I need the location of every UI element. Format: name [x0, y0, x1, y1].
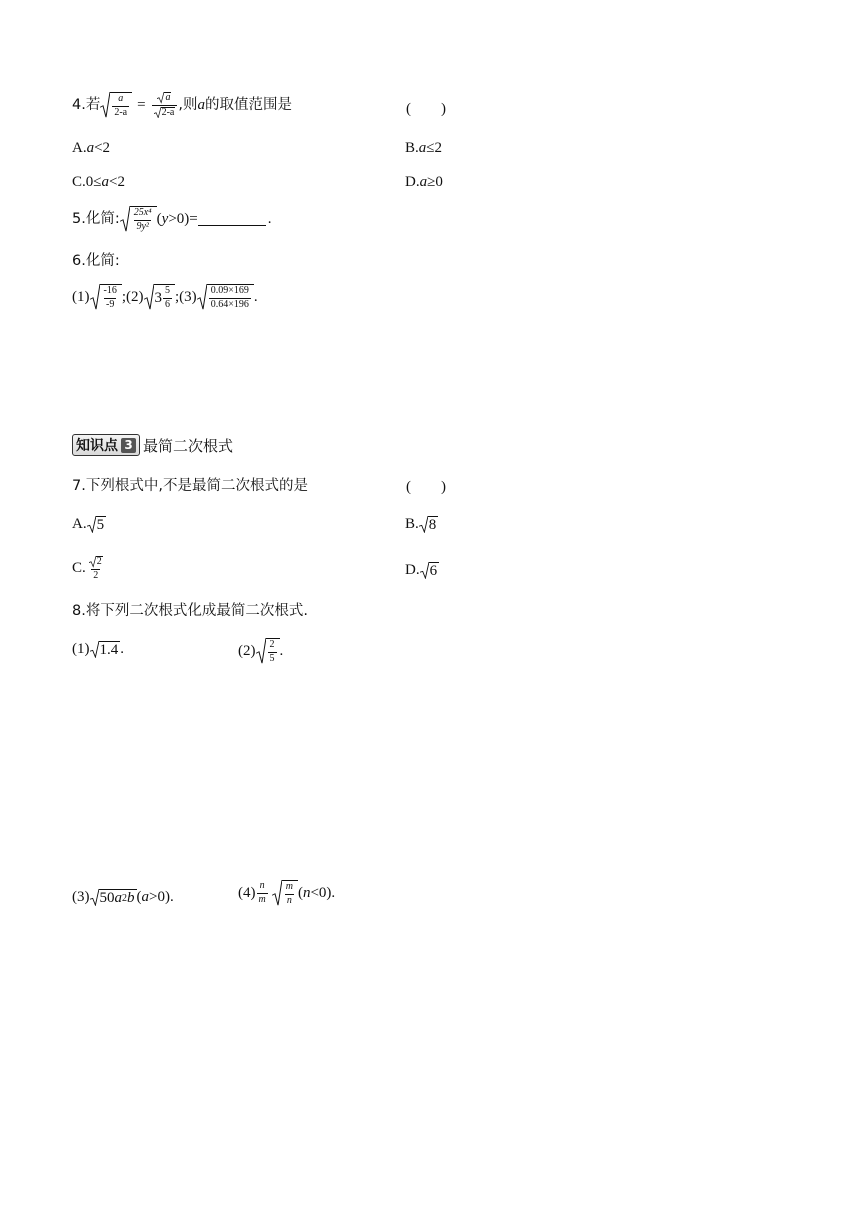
q4-suffix-b: 的取值范围是 [204, 96, 292, 113]
radical-sign-icon [89, 556, 96, 568]
q8-part-4 [238, 880, 335, 906]
q7-b-rad: 8 [428, 517, 437, 533]
radical-sign-icon [90, 889, 99, 906]
q8-p4-cond-open: ( [297, 884, 303, 901]
q8-p4-cond-rest: <0). [310, 884, 336, 901]
q6-end: . [253, 288, 258, 305]
q4-option-c[interactable] [72, 175, 125, 190]
q8-p3-rad-sup: 2 [122, 892, 127, 904]
q6-sep1: ;(2) [121, 288, 144, 305]
q5-denominator: 9y² [136, 220, 149, 232]
q6-p2-radical [144, 284, 176, 310]
q8-p1-end: . [120, 641, 124, 657]
q4-option-b-label: B. [405, 140, 419, 156]
question-5 [72, 206, 272, 232]
q4-option-c-rest: <2 [109, 174, 125, 190]
q7-c-num: 2 [96, 556, 102, 567]
q7-option-a[interactable] [72, 516, 106, 533]
q8-p4-rad-num: m [285, 881, 293, 892]
q8-p3-cond-rest: >0). [149, 889, 174, 905]
radical-sign-icon [419, 516, 428, 533]
q5-end: . [267, 210, 272, 227]
q6-p3-radical [197, 284, 254, 310]
q6-p1-label: (1) [72, 288, 90, 305]
q8-p3-label: (3) [72, 889, 90, 905]
radical-sign-icon [157, 92, 164, 104]
q4-option-d-label: D. [405, 174, 420, 190]
radical-sign-icon [256, 638, 266, 664]
question-4 [72, 92, 292, 118]
q8-p1-rad: 1.4 [99, 642, 119, 658]
q5-answer-blank[interactable] [198, 213, 266, 226]
badge-text: 知识点 [76, 438, 118, 454]
q7-option-b[interactable] [405, 516, 438, 533]
q5-cond-var: y [161, 210, 169, 227]
q8-p4-rad-den: n [286, 894, 292, 906]
radical-sign-icon [420, 562, 429, 579]
q4-answer-bracket: ( ) [406, 101, 446, 117]
badge-number: 3 [121, 438, 136, 453]
section-title: 最简二次根式 [143, 436, 234, 455]
q8-part-1 [72, 641, 124, 658]
q7-prompt: 7.下列根式中,不是最简二次根式的是 [72, 478, 308, 494]
q8-p3-rad-a: 50 [99, 890, 115, 906]
q8-p4-frac-num: n [259, 880, 265, 891]
q7-d-label: D. [405, 562, 420, 578]
q8-p2-label: (2) [238, 642, 256, 659]
q8-p3-rad-b: a [114, 890, 122, 906]
q4-prefix: 4.若 [72, 96, 101, 113]
q8-part-2 [238, 638, 283, 664]
q5-cond-rest: >0)= [168, 210, 198, 227]
q5-radical [120, 206, 157, 232]
question-6-parts [72, 284, 258, 310]
radical-sign-icon [154, 107, 161, 119]
q5-prefix: 5.化简: [72, 210, 120, 227]
radical-sign-icon [90, 284, 100, 310]
q4-option-b-rest: ≤2 [426, 140, 442, 156]
q7-option-d[interactable] [405, 562, 439, 579]
q6-p2-num: 5 [165, 285, 171, 296]
q8-p3-rad-c: b [127, 890, 135, 906]
radical-sign-icon [90, 641, 99, 658]
q8-p2-num: 2 [269, 639, 275, 650]
radical-sign-icon [197, 284, 207, 310]
q6-p3-den: 0.64×196 [210, 298, 249, 310]
q8-title: 8.将下列二次根式化成最简二次根式. [72, 603, 308, 619]
q8-p2-den: 5 [269, 652, 275, 664]
radical-sign-icon [100, 92, 110, 118]
q8-p3-cond-open: ( [136, 889, 142, 905]
q4-rhs-fraction [152, 92, 178, 118]
q4-rhs-num: a [165, 92, 171, 103]
q8-p4-frac-den: m [258, 893, 266, 905]
q4-var: a [197, 96, 205, 113]
radical-sign-icon [120, 206, 130, 232]
knowledge-point-badge [72, 434, 140, 456]
q6-title: 6.化简: [72, 253, 120, 269]
q5-cond-open: ( [156, 210, 162, 227]
q6-p1-den: -9 [106, 298, 115, 310]
q4-rhs-den: 2-a [161, 106, 175, 118]
q4-option-a[interactable] [72, 141, 110, 156]
q4-equals: = [137, 96, 146, 113]
q7-c-label: C. [72, 560, 86, 577]
q6-p1-radical [90, 284, 122, 310]
q6-p3-num: 0.09×169 [210, 285, 249, 296]
radical-sign-icon [272, 880, 282, 906]
q7-answer-bracket: ( ) [406, 479, 446, 495]
q4-option-d-rest: ≥0 [427, 174, 443, 190]
q8-p4-cond-var: n [302, 884, 311, 901]
q4-option-b[interactable] [405, 141, 442, 156]
radical-sign-icon [144, 284, 154, 310]
q7-d-rad: 6 [429, 563, 438, 579]
q4-option-d[interactable] [405, 175, 443, 190]
q4-option-c-label: C.0≤ [72, 174, 102, 190]
q8-part-3 [72, 889, 174, 906]
q4-rad-numerator: a [118, 93, 124, 105]
q4-radical-left [100, 92, 132, 118]
q4-option-a-rest: <2 [94, 140, 111, 156]
q7-option-c[interactable] [72, 556, 106, 581]
q4-option-d-var: a [419, 174, 428, 190]
q6-p1-num: -16 [103, 285, 117, 296]
q8-p2-end: . [279, 642, 284, 659]
q5-numerator: 25x⁴ [133, 207, 152, 218]
section-header [72, 434, 233, 456]
q7-a-rad: 5 [96, 517, 105, 533]
q8-p3-cond-var: a [141, 889, 149, 905]
q8-p1-label: (1) [72, 641, 90, 657]
q7-b-label: B. [405, 516, 419, 532]
q6-p2-den: 6 [165, 298, 171, 310]
q7-a-label: A. [72, 516, 87, 532]
q4-suffix-a: ,则 [178, 96, 198, 113]
q6-p2-whole: 3 [154, 289, 163, 306]
q4-option-c-var: a [101, 174, 109, 190]
q4-option-a-label: A. [72, 140, 87, 156]
q4-rad-denominator: 2-a [114, 106, 128, 118]
q6-sep2: ;(3) [175, 288, 197, 305]
q4-option-a-var: a [86, 140, 95, 156]
q8-p4-label: (4) [238, 884, 256, 901]
radical-sign-icon [87, 516, 96, 533]
q4-option-b-var: a [418, 140, 427, 156]
q7-c-den: 2 [93, 569, 99, 581]
